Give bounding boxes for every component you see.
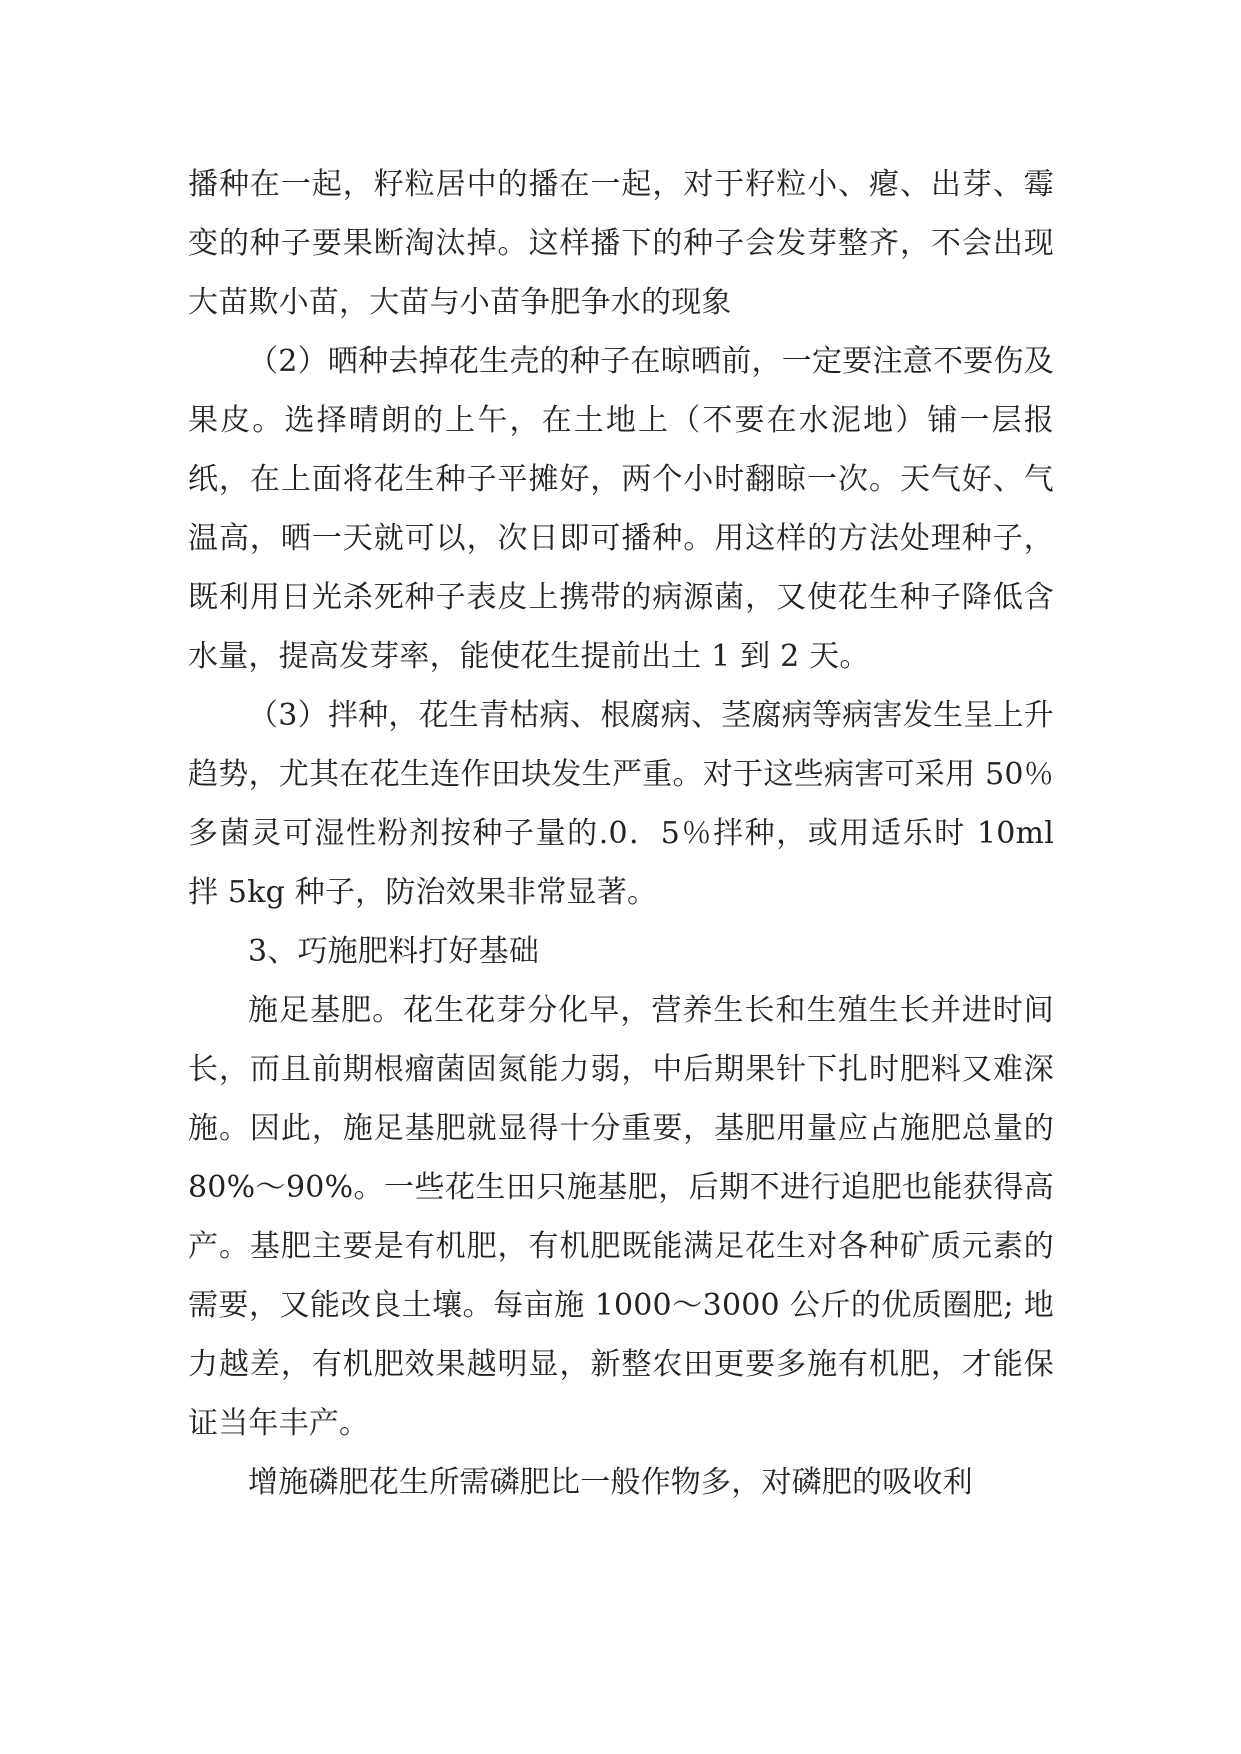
paragraph-phosphate: 增施磷肥花生所需磷肥比一般作物多，对磷肥的吸收利 bbox=[248, 1465, 973, 1500]
paragraph-seed-dressing: （3）拌种，花生青枯病、根腐病、茎腐病等病害发生呈上升趋势，尤其在花生连作田块发生严重。对于这些病害可采用 50％多菌灵可湿性粉剂按种子量的.0．5％拌种，或用适乐时 10ml 拌 5kg 种子，防治效果非常显著。 bbox=[188, 698, 1054, 910]
paragraph-base-fertilizer: 施足基肥。花生花芽分化早，营养生长和生殖生长并进时间长，而且前期根瘤菌固氮能力弱，中后期果针下扎时肥料又难深施。因此，施足基肥就显得十分重要，基肥用量应占施肥总量的 80%～90%。一些花生田只施基肥，后期不进行追肥也能获得高产。基肥主要是有机肥，有机肥既能满足花生对各种矿质元素的需要，又能改良土壤。每亩施 1000～3000 公斤的优质圈肥; 地力越差，有机肥效果越明显，新整农田更要多施有机肥，才能保证当年丰产。 bbox=[188, 993, 1054, 1441]
paragraph-sun-drying: （2）晒种去掉花生壳的种子在晾晒前，一定要注意不要伤及果皮。选择晴朗的上午，在土地上（不要在水泥地）铺一层报纸，在上面将花生种子平摊好，两个小时翻晾一次。天气好、气温高，晒一天就可以，次日即可播种。用这样的方法处理种子，既利用日光杀死种子表皮上携带的病源菌，又使花生种子降低含水量，提高发芽率，能使花生提前出土 1 到 2 天。 bbox=[188, 344, 1054, 674]
paragraph-seed-sorting: 播种在一起，籽粒居中的播在一起，对于籽粒小、瘪、出芽、霉变的种子要果断淘汰掉。这样播下的种子会发芽整齐，不会出现大苗欺小苗，大苗与小苗争肥争水的现象 bbox=[188, 167, 1054, 320]
body-text bbox=[188, 155, 1054, 1512]
section-heading-fertilizer: 3、巧施肥料打好基础 bbox=[248, 934, 540, 969]
